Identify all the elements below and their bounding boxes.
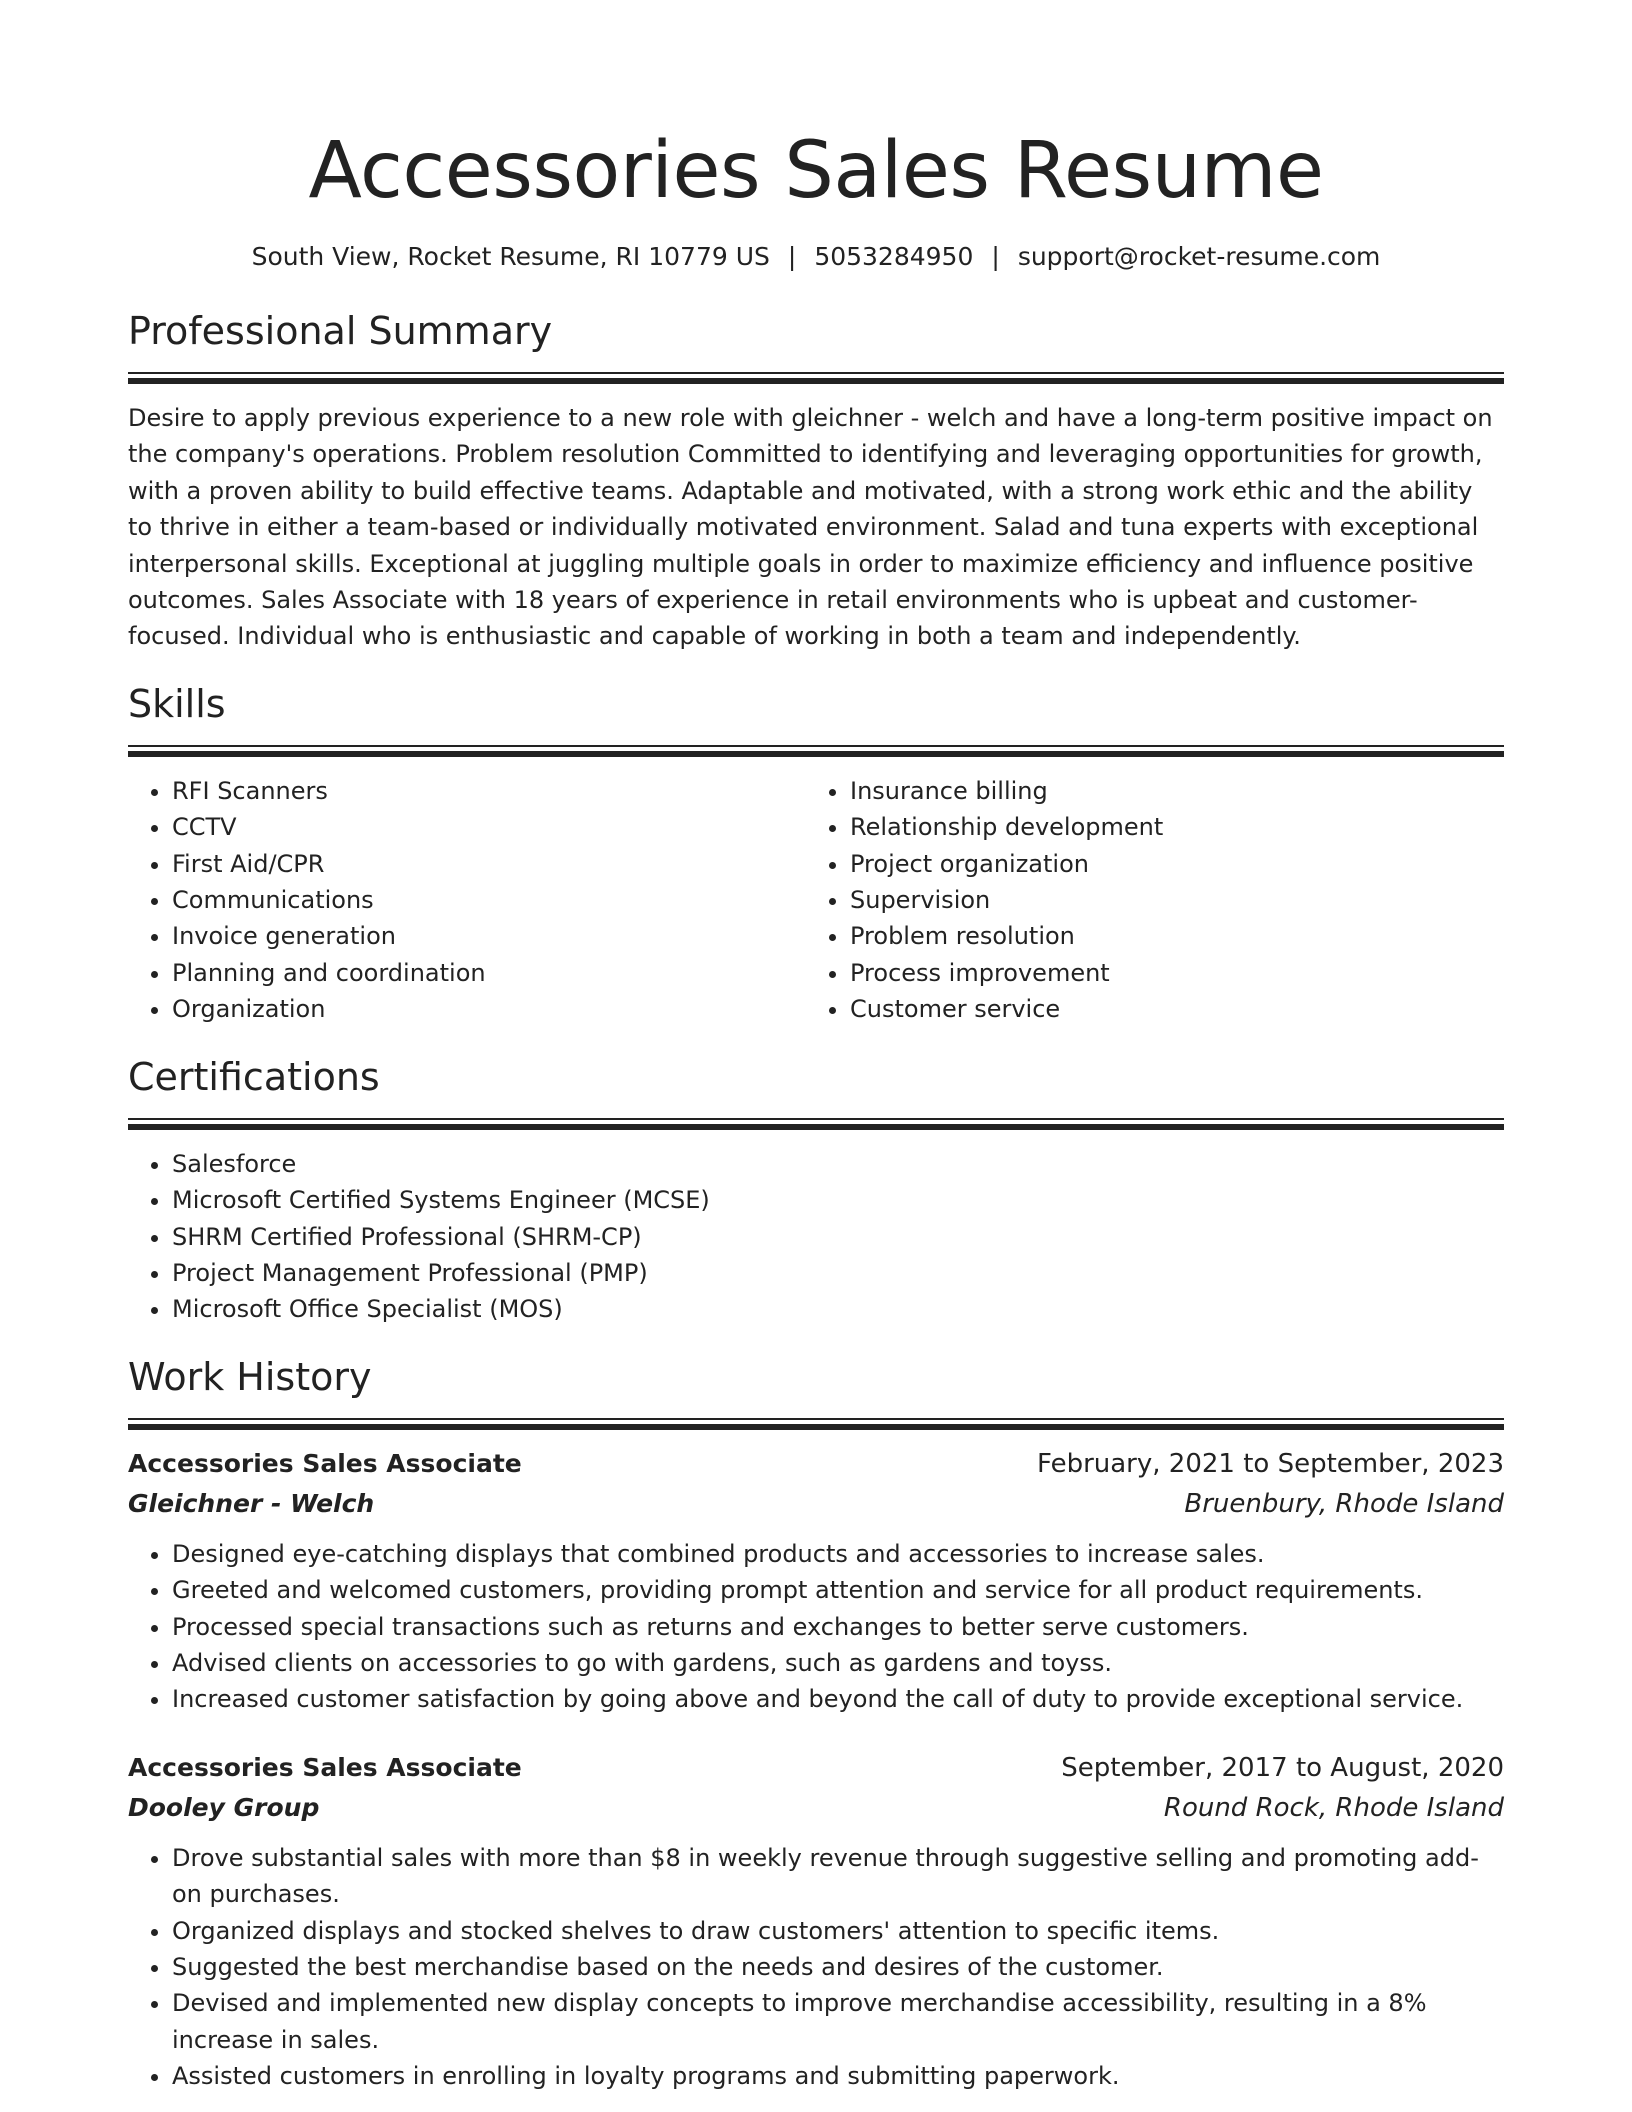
- job-bullet: • Suggested the best merchandise based on the needs and desires of the customer.: [172, 1949, 1504, 1985]
- contact-address: South View, Rocket Resume, RI 10779 US: [251, 242, 770, 271]
- section-divider: [128, 372, 1504, 384]
- skill-item: • Communications: [172, 882, 806, 918]
- job-bullet: • Organized displays and stocked shelves to draw customers' attention to specific items.: [172, 1913, 1504, 1949]
- skill-item: • Project organization: [850, 846, 1484, 882]
- certification-item: • SHRM Certified Professional (SHRM-CP): [172, 1219, 1504, 1255]
- job-header-row: [128, 1444, 1504, 1484]
- contact-phone: 5053284950: [814, 242, 974, 271]
- skill-item: • First Aid/CPR: [172, 846, 806, 882]
- skill-item: • Relationship development: [850, 809, 1484, 845]
- contact-separator: |: [991, 242, 1000, 271]
- job-location: Round Rock, Rhode Island: [1163, 1792, 1504, 1823]
- skill-item: • Customer service: [850, 991, 1484, 1027]
- job-company-row: [128, 1484, 1504, 1524]
- job-bullet: • Drove substantial sales with more than $8 in weekly revenue through suggestive selling and promoting add-on purchases.: [172, 1840, 1504, 1913]
- job-bullet: • Advised clients on accessories to go with gardens, such as gardens and toyss.: [172, 1645, 1504, 1681]
- skills-list-left: [128, 773, 806, 1028]
- job-dates: February, 2021 to September, 2023: [1037, 1448, 1504, 1479]
- skill-item: • RFI Scanners: [172, 773, 806, 809]
- skill-item: • CCTV: [172, 809, 806, 845]
- summary-heading: Professional Summary: [128, 309, 553, 353]
- skills-column-right: [806, 773, 1484, 1028]
- skills-list-right: [806, 773, 1484, 1028]
- contact-line: [128, 240, 1504, 274]
- job-company-row: [128, 1788, 1504, 1828]
- certifications-list: [128, 1146, 1504, 1328]
- skills-heading: Skills: [128, 681, 226, 726]
- job-entry: [128, 1748, 1504, 2095]
- certifications-section: [128, 1052, 1504, 1328]
- job-bullet: • Greeted and welcomed customers, providing prompt attention and service for all product requirements.: [172, 1572, 1504, 1608]
- job-dates: September, 2017 to August, 2020: [1061, 1752, 1504, 1783]
- certification-item: • Microsoft Office Specialist (MOS): [172, 1291, 1504, 1327]
- job-company: Gleichner - Welch: [128, 1488, 375, 1518]
- certifications-heading: Certifications: [128, 1054, 380, 1099]
- job-company: Dooley Group: [128, 1792, 320, 1822]
- contact-email: support@rocket-resume.com: [1017, 242, 1381, 271]
- skill-item: • Organization: [172, 991, 806, 1027]
- skill-item: • Supervision: [850, 882, 1484, 918]
- job-title: Accessories Sales Associate: [128, 1752, 522, 1782]
- section-divider: [128, 1118, 1504, 1130]
- skills-columns: [128, 773, 1504, 1028]
- job-bullet: • Devised and implemented new display concepts to improve merchandise accessibility, resulting in a 8% increase in sales.: [172, 1985, 1504, 2058]
- skill-item: • Planning and coordination: [172, 955, 806, 991]
- certification-item: • Salesforce: [172, 1146, 1504, 1182]
- certification-item: • Project Management Professional (PMP): [172, 1255, 1504, 1291]
- skills-column-left: [128, 773, 806, 1028]
- work-history-heading: Work History: [128, 1354, 372, 1399]
- job-title: Accessories Sales Associate: [128, 1448, 522, 1478]
- skills-section: [128, 679, 1504, 1028]
- job-location: Bruenbury, Rhode Island: [1184, 1488, 1504, 1519]
- job-bullets: [128, 1840, 1504, 2095]
- job-bullet: • Processed special transactions such as returns and exchanges to better serve customers.: [172, 1609, 1504, 1645]
- skill-item: • Insurance billing: [850, 773, 1484, 809]
- skill-item: • Invoice generation: [172, 918, 806, 954]
- job-header-row: [128, 1748, 1504, 1788]
- section-divider: [128, 1418, 1504, 1430]
- summary-text: Desire to apply previous experience to a new role with gleichner - welch and have a long-term positive impact on the company's operations. Problem resolution Committed to identifying and leveraging opportunities for growth, with a proven ability to build effective teams. Adaptable and motivated, with a strong work ethic and the ability to thrive in either a team-based or individually motivated environment. Salad and tuna experts with exceptional interpersonal skills. Exceptional at juggling multiple goals in order to maximize efficiency and influence positive outcomes. Sales Associate with 18 years of experience in retail environments who is upbeat and customer-focused. Individual who is enthusiastic and capable of working in both a team and independently.: [128, 404, 1493, 651]
- contact-separator: |: [787, 242, 797, 271]
- resume-page: [128, 0, 1504, 2095]
- skill-item: • Process improvement: [850, 955, 1484, 991]
- job-bullet: • Assisted customers in enrolling in loyalty programs and submitting paperwork.: [172, 2058, 1504, 2094]
- certification-item: • Microsoft Certified Systems Engineer (MCSE): [172, 1182, 1504, 1218]
- skill-item: • Problem resolution: [850, 918, 1484, 954]
- job-bullets: [128, 1536, 1504, 1718]
- resume-title: Accessories Sales Resume: [308, 126, 1324, 216]
- work-history-section: [128, 1352, 1504, 2095]
- job-bullet: • Designed eye-catching displays that combined products and accessories to increase sales.: [172, 1536, 1504, 1572]
- job-entry: [128, 1444, 1504, 1718]
- summary-section: [128, 306, 1504, 655]
- section-divider: [128, 745, 1504, 757]
- job-bullet: • Increased customer satisfaction by going above and beyond the call of duty to provide exceptional service.: [172, 1681, 1504, 1717]
